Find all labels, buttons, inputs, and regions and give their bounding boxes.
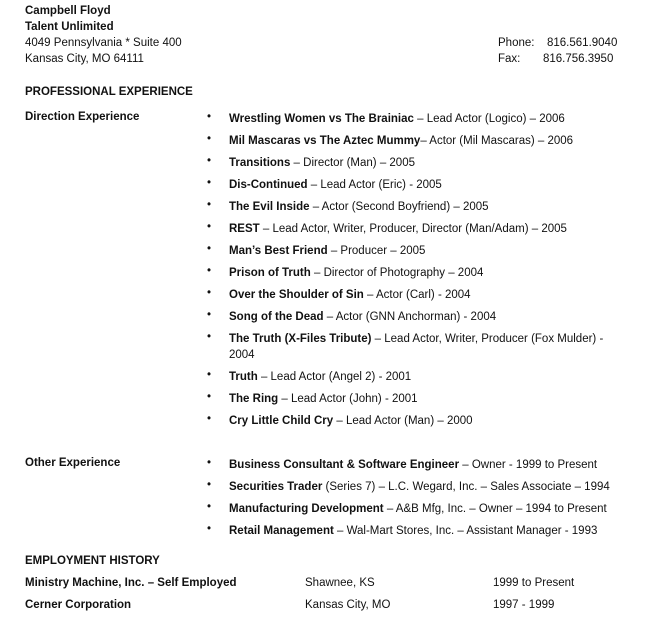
list-item xyxy=(229,265,629,281)
item-title: Manufacturing Development xyxy=(229,503,384,515)
contact-name: Campbell Floyd xyxy=(25,5,111,17)
bullet-icon: • xyxy=(207,413,212,425)
item-title: Mil Mascaras vs The Aztec Mummy xyxy=(229,135,421,147)
phone-number: 816.561.9040 xyxy=(547,37,618,49)
item-title: Man’s Best Friend xyxy=(229,245,328,257)
item-detail: – Director of Photography – 2004 xyxy=(310,267,484,279)
item-title: Retail Management xyxy=(229,525,334,537)
list-item xyxy=(229,391,629,407)
item-title: Transitions xyxy=(229,157,291,169)
item-title: Securities Trader xyxy=(229,481,323,493)
item-title: The Truth (X-Files Tribute) xyxy=(229,333,372,345)
item-title: Cry Little Child Cry xyxy=(229,415,334,427)
item-detail: – Lead Actor (Man) – 2000 xyxy=(333,415,473,427)
item-title: The Ring xyxy=(229,393,279,405)
company-name: Talent Unlimited xyxy=(25,21,114,33)
employment-dates: 1997 - 1999 xyxy=(493,599,555,611)
item-detail: – Actor (Second Boyfriend) – 2005 xyxy=(309,201,489,213)
list-item xyxy=(229,331,629,363)
item-detail: – Director (Man) – 2005 xyxy=(290,157,415,169)
list-item xyxy=(229,221,629,237)
item-detail: (Series 7) – L.C. Wegard, Inc. – Sales Associate – 1994 xyxy=(322,481,610,493)
list-item xyxy=(229,457,629,473)
item-detail: – Wal-Mart Stores, Inc. – Assistant Manager - 1993 xyxy=(333,525,598,537)
list-item xyxy=(229,243,629,259)
list-item xyxy=(229,523,629,539)
address-line-1: 4049 Pennsylvania * Suite 400 xyxy=(25,37,182,49)
item-detail: – Lead Actor, Writer, Producer, Director (Man/Adam) – 2005 xyxy=(259,223,567,235)
bullet-icon: • xyxy=(207,199,212,211)
list-item xyxy=(229,479,629,495)
bullet-icon: • xyxy=(207,133,212,145)
item-title: Truth xyxy=(229,371,258,383)
item-detail: – A&B Mfg, Inc. – Owner – 1994 to Present xyxy=(383,503,607,515)
list-item xyxy=(229,413,629,429)
item-title: The Evil Inside xyxy=(229,201,310,213)
bullet-icon: • xyxy=(207,479,212,491)
bullet-icon: • xyxy=(207,265,212,277)
bullet-icon: • xyxy=(207,111,212,123)
employment-dates: 1999 to Present xyxy=(493,577,575,589)
list-item xyxy=(229,177,629,193)
address-line-2: Kansas City, MO 64111 xyxy=(25,53,144,65)
list-item xyxy=(229,501,629,517)
employment-history-heading: EMPLOYMENT HISTORY xyxy=(25,555,160,567)
item-detail: – Actor (Mil Mascaras) – 2006 xyxy=(420,135,574,147)
item-title: REST xyxy=(229,223,260,235)
item-detail: – Producer – 2005 xyxy=(327,245,426,257)
professional-experience-heading: PROFESSIONAL EXPERIENCE xyxy=(25,86,193,98)
bullet-icon: • xyxy=(207,331,212,343)
fax-number: 816.756.3950 xyxy=(543,53,614,65)
item-title: Over the Shoulder of Sin xyxy=(229,289,364,301)
item-detail: – Lead Actor, Writer, Producer (Fox Mulder) - 2004 xyxy=(229,333,604,361)
item-title: Wrestling Women vs The Brainiac xyxy=(229,113,414,125)
direction-experience-label: Direction Experience xyxy=(25,111,140,123)
fax-label: Fax: xyxy=(498,53,521,65)
item-detail: – Lead Actor (Angel 2) - 2001 xyxy=(257,371,412,383)
list-item xyxy=(229,155,629,171)
employer-location: Shawnee, KS xyxy=(305,577,375,589)
bullet-icon: • xyxy=(207,221,212,233)
list-item xyxy=(229,111,629,127)
item-detail: – Owner - 1999 to Present xyxy=(459,459,598,471)
bullet-icon: • xyxy=(207,391,212,403)
bullet-icon: • xyxy=(207,155,212,167)
list-item xyxy=(229,369,629,385)
phone-label: Phone: xyxy=(498,37,535,49)
item-title: Business Consultant & Software Engineer xyxy=(229,459,460,471)
item-title: Song of the Dead xyxy=(229,311,324,323)
bullet-icon: • xyxy=(207,243,212,255)
bullet-icon: • xyxy=(207,501,212,513)
item-detail: – Actor (Carl) - 2004 xyxy=(363,289,471,301)
employer-name: Cerner Corporation xyxy=(25,599,132,611)
bullet-icon: • xyxy=(207,309,212,321)
list-item xyxy=(229,309,629,325)
item-detail: – Lead Actor (John) - 2001 xyxy=(278,393,418,405)
other-experience-label: Other Experience xyxy=(25,457,121,469)
bullet-icon: • xyxy=(207,177,212,189)
list-item xyxy=(229,133,629,149)
bullet-icon: • xyxy=(207,523,212,535)
employer-location: Kansas City, MO xyxy=(305,599,391,611)
employer-name: Ministry Machine, Inc. – Self Employed xyxy=(25,577,237,589)
item-detail: – Actor (GNN Anchorman) - 2004 xyxy=(323,311,497,323)
item-detail: – Lead Actor (Logico) – 2006 xyxy=(413,113,565,125)
bullet-icon: • xyxy=(207,369,212,381)
item-title: Prison of Truth xyxy=(229,267,311,279)
bullet-icon: • xyxy=(207,457,212,469)
list-item xyxy=(229,287,629,303)
item-detail: – Lead Actor (Eric) - 2005 xyxy=(307,179,442,191)
list-item xyxy=(229,199,629,215)
item-title: Dis-Continued xyxy=(229,179,308,191)
bullet-icon: • xyxy=(207,287,212,299)
